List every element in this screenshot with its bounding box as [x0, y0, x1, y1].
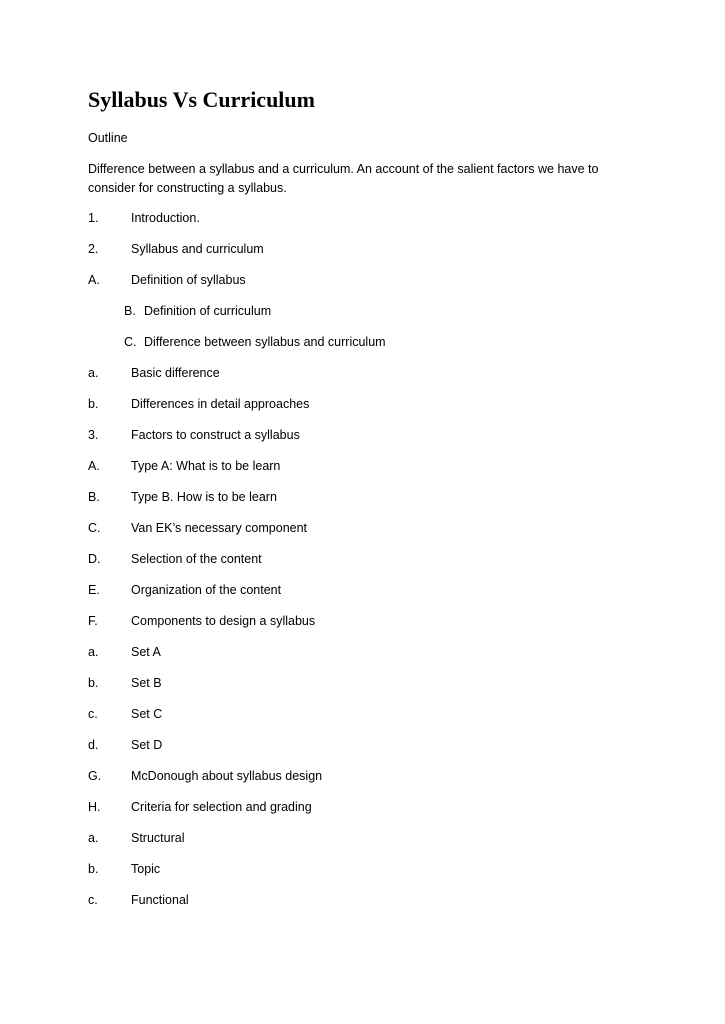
- list-item-text: Factors to construct a syllabus: [131, 428, 300, 442]
- intro-paragraph: Difference between a syllabus and a curriculum. An account of the salient factors we have to consider for constructing a syllabus.: [88, 162, 599, 195]
- list-item: [0, 303, 725, 334]
- list-item-marker: d.: [88, 738, 99, 752]
- list-item: [0, 799, 725, 830]
- list-item-marker: a.: [88, 645, 99, 659]
- list-item-marker: 3.: [88, 428, 99, 442]
- list-item: [0, 830, 725, 861]
- list-item-marker: B.: [88, 490, 100, 504]
- list-item: [0, 272, 725, 303]
- list-item: [0, 458, 725, 489]
- list-item-text: Selection of the content: [131, 552, 262, 566]
- list-item-marker: a.: [88, 366, 99, 380]
- list-item: [0, 396, 725, 427]
- list-item: [0, 861, 725, 892]
- list-item-text: Type B. How is to be learn: [131, 490, 277, 504]
- list-item-text: Type A: What is to be learn: [131, 459, 281, 473]
- list-item-text: Differences in detail approaches: [131, 397, 310, 411]
- list-item: [0, 768, 725, 799]
- list-item: [0, 892, 725, 923]
- document-title: Syllabus Vs Curriculum: [88, 87, 315, 112]
- list-item-text: Topic: [131, 862, 161, 876]
- list-item-marker: c.: [88, 893, 98, 907]
- list-item: [0, 520, 725, 551]
- list-item: [0, 582, 725, 613]
- list-item-marker: b.: [88, 676, 99, 690]
- list-item: [0, 427, 725, 458]
- list-item: [0, 551, 725, 582]
- outline-label: Outline: [88, 131, 128, 145]
- list-item-marker: F.: [88, 614, 98, 628]
- list-item-marker: b.: [88, 397, 99, 411]
- list-item-text: Set A: [131, 645, 161, 659]
- list-item-marker: 2.: [88, 242, 99, 256]
- outline-list: [0, 210, 725, 923]
- list-item: [0, 210, 725, 241]
- list-item: [0, 613, 725, 644]
- list-item-marker: C.: [124, 335, 137, 349]
- list-item-marker: A.: [88, 459, 100, 473]
- list-item-text: Set B: [131, 676, 162, 690]
- list-item-marker: E.: [88, 583, 100, 597]
- list-item: [0, 489, 725, 520]
- list-item-text: Set C: [131, 707, 163, 721]
- list-item-text: Introduction.: [131, 211, 200, 225]
- list-item-text: Structural: [131, 831, 185, 845]
- list-item-marker: 1.: [88, 211, 99, 225]
- list-item-text: Basic difference: [131, 366, 220, 380]
- list-item-marker: H.: [88, 800, 101, 814]
- list-item: [0, 737, 725, 768]
- list-item-marker: c.: [88, 707, 98, 721]
- list-item-text: McDonough about syllabus design: [131, 769, 323, 783]
- list-item: [0, 241, 725, 272]
- list-item-text: Van EK’s necessary component: [131, 521, 308, 535]
- list-item-text: Syllabus and curriculum: [131, 242, 264, 256]
- list-item-text: Difference between syllabus and curriculum: [144, 335, 386, 349]
- list-item: [0, 706, 725, 737]
- list-item-marker: D.: [88, 552, 101, 566]
- list-item-text: Functional: [131, 893, 189, 907]
- list-item: [0, 675, 725, 706]
- list-item-marker: C.: [88, 521, 101, 535]
- list-item: [0, 334, 725, 365]
- list-item-text: Set D: [131, 738, 163, 752]
- list-item-marker: A.: [88, 273, 100, 287]
- list-item-text: Components to design a syllabus: [131, 614, 316, 628]
- list-item-text: Definition of syllabus: [131, 273, 246, 287]
- list-item-marker: G.: [88, 769, 102, 783]
- list-item-marker: a.: [88, 831, 99, 845]
- list-item: [0, 365, 725, 396]
- list-item-marker: B.: [124, 304, 136, 318]
- list-item-text: Organization of the content: [131, 583, 282, 597]
- list-item-text: Definition of curriculum: [144, 304, 272, 318]
- list-item: [0, 644, 725, 675]
- list-item-marker: b.: [88, 862, 99, 876]
- list-item-text: Criteria for selection and grading: [131, 800, 312, 814]
